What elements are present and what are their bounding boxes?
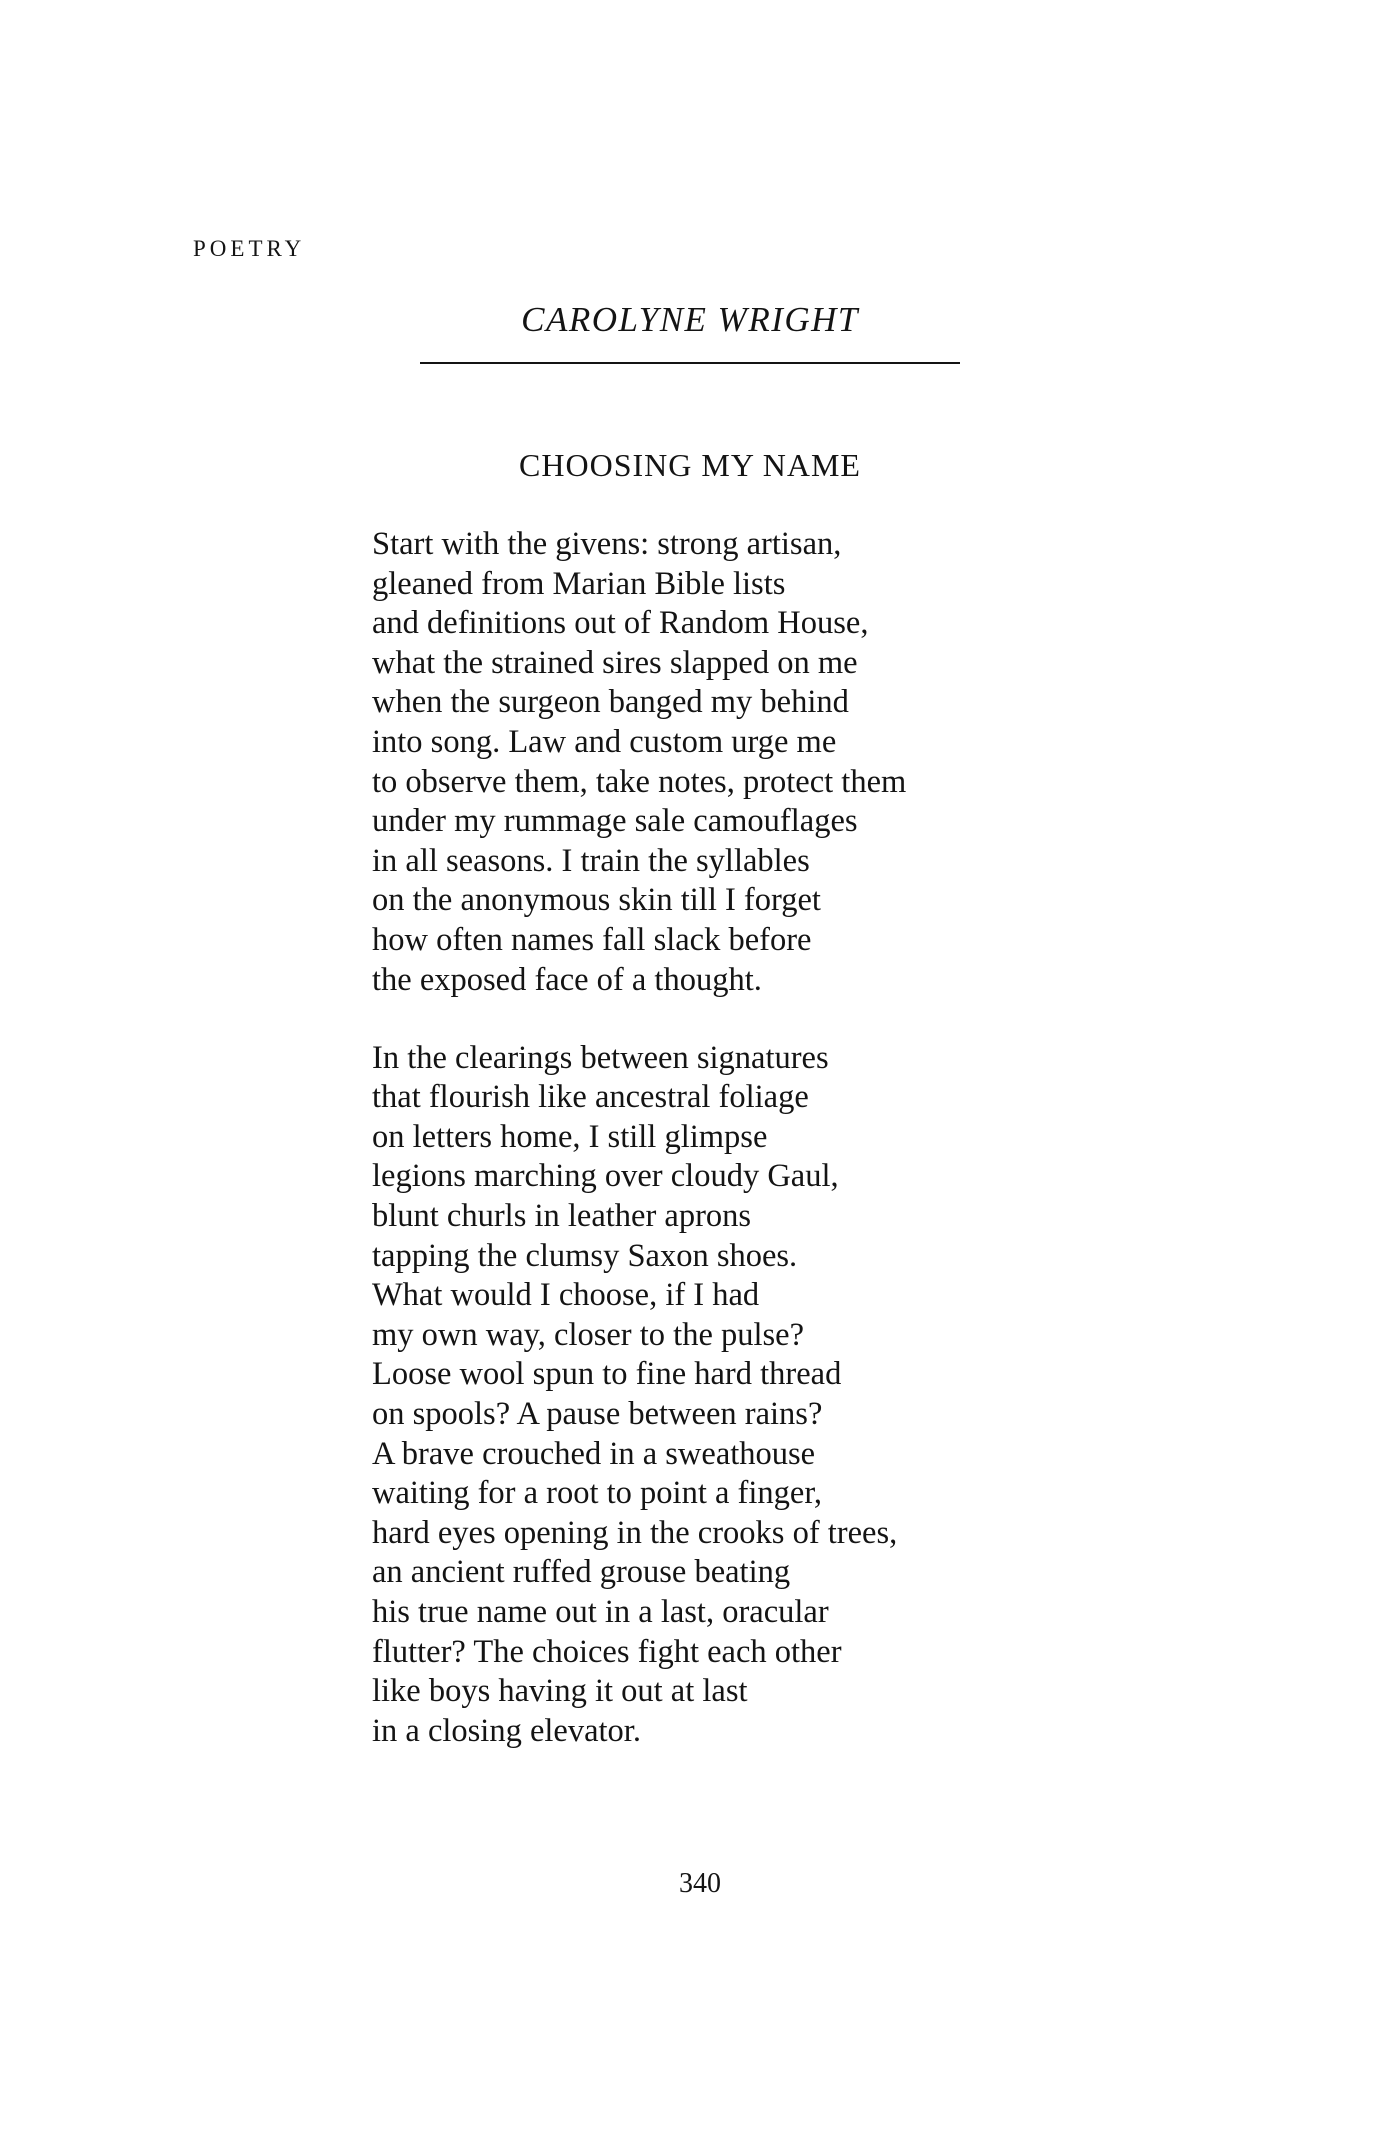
poem-line: on the anonymous skin till I forget [372,882,821,919]
poem-line: my own way, closer to the pulse? [372,1316,805,1353]
poem-line: tapping the clumsy Saxon shoes. [372,1237,798,1274]
poem-line: how often names fall slack before [372,921,812,958]
poem-line: into song. Law and custom urge me [372,723,837,760]
poem-line: the exposed face of a thought. [372,961,762,998]
poem-line: gleaned from Marian Bible lists [372,565,786,602]
poem-line: under my rummage sale camouflages [372,803,858,840]
poem-line: in a closing elevator. [372,1712,641,1749]
poem-line: blunt churls in leather aprons [372,1198,752,1234]
poem-line: flutter? The choices fight each other [372,1633,842,1670]
poem-line: what the strained sires slapped on me [372,644,858,681]
stanza-1 [372,525,1012,1000]
poem-title: CHOOSING MY NAME [519,447,861,483]
poem-line: Loose wool spun to fine hard thread [372,1356,842,1393]
poem-line: and definitions out of Random House, [372,605,869,642]
poem-line: A brave crouched in a sweathouse [372,1435,816,1472]
poem-line: legions marching over cloudy Gaul, [372,1158,839,1195]
poem-line: hard eyes opening in the crooks of trees, [372,1514,898,1551]
poem-line: on spools? A pause between rains? [372,1395,823,1432]
poem-line: when the surgeon banged my behind [372,684,849,721]
poem-line: In the clearings between signatures [372,1039,829,1076]
poem-body [372,525,1012,1751]
poem-line: like boys having it out at last [372,1673,748,1710]
poem-line: in all seasons. I train the syllables [372,842,810,879]
poem-line: an ancient ruffed grouse beating [372,1554,791,1591]
poem-line: on letters home, I still glimpse [372,1118,768,1155]
stanza-2 [372,1039,1012,1752]
poem-line: Start with the givens: strong artisan, [372,526,842,562]
running-head: POETRY [193,236,306,261]
author-name: CAROLYNE WRIGHT [521,300,859,339]
poem-line: to observe them, take notes, protect them [372,763,907,800]
poem-line: waiting for a root to point a finger, [372,1475,822,1512]
poem-line: What would I choose, if I had [372,1277,760,1314]
poem-line: that flourish like ancestral foliage [372,1079,809,1116]
author-rule [420,362,960,364]
page-number: 340 [679,1868,721,1899]
poem-line: his true name out in a last, oracular [372,1593,829,1630]
